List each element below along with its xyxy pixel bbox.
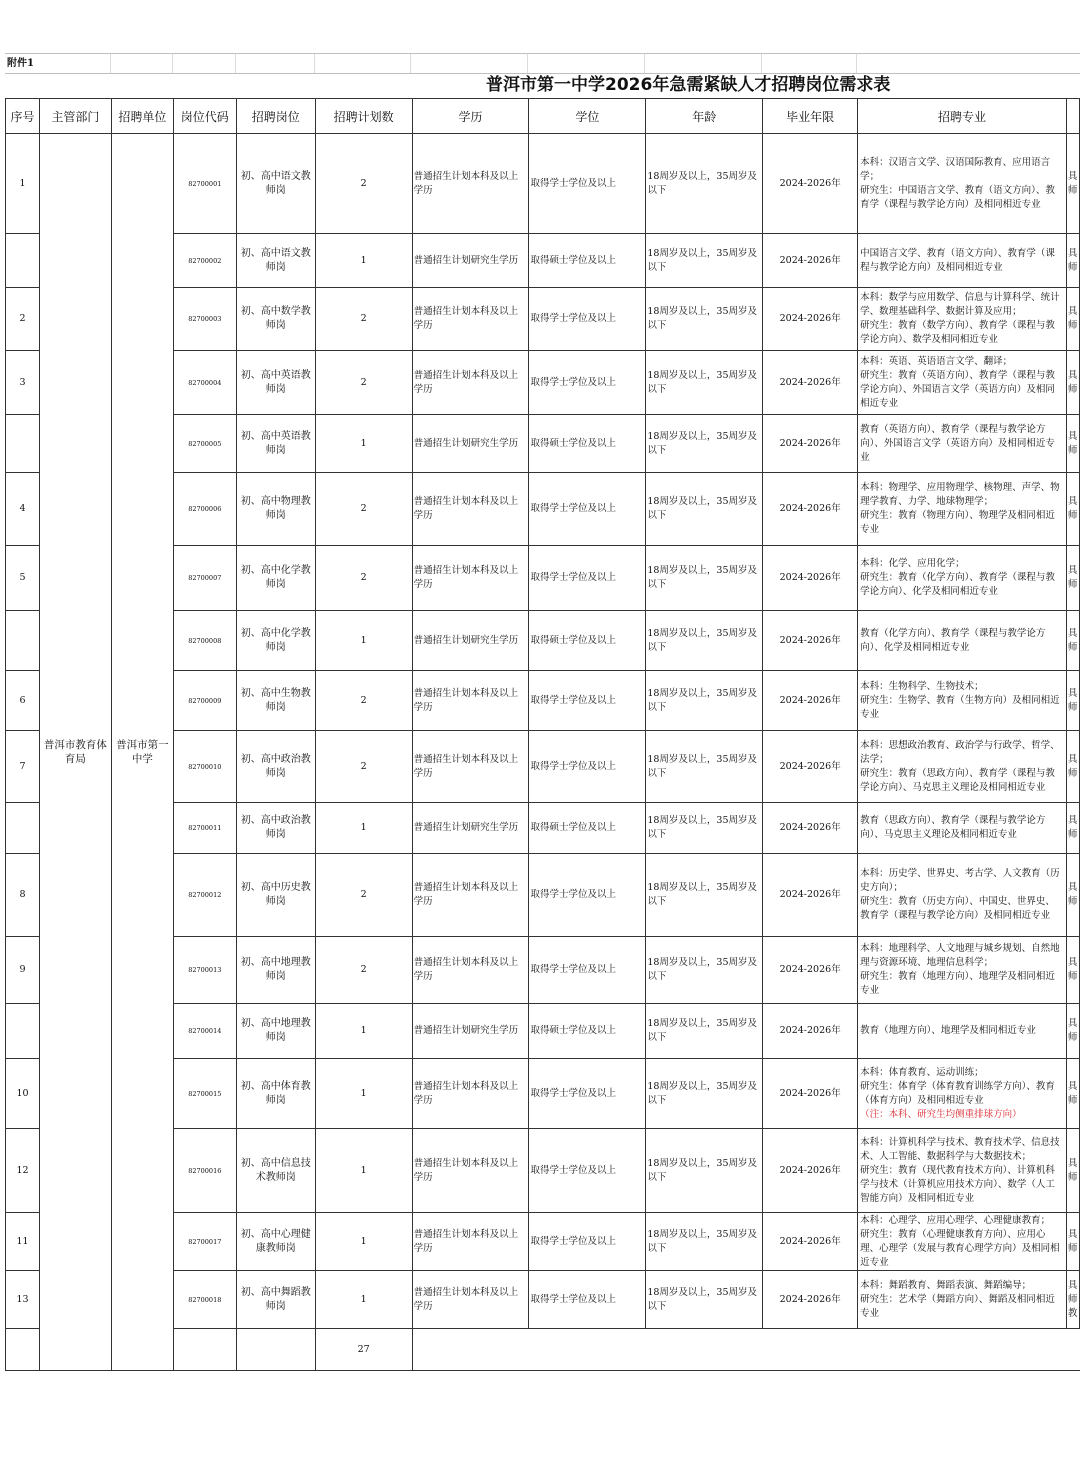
age-requirement-cell: 18周岁及以上，35周岁及以下	[646, 1129, 763, 1213]
plan-count-cell: 2	[315, 288, 412, 351]
truncated-cell-cell: 具 师	[1066, 1129, 1079, 1213]
age-requirement-cell: 18周岁及以上，35周岁及以下	[646, 473, 763, 546]
post-code-cell: 82700004	[173, 351, 236, 415]
age-requirement-cell: 18周岁及以上，35周岁及以下	[646, 731, 763, 803]
degree-cell: 取得学士学位及以上	[529, 1271, 646, 1329]
majors-cell: 本科：汉语言文学、汉语国际教育、应用语言学； 研究生：中国语言文学、教育（语文方向）、教育学（课程与教学论方向）及相同相近专业	[858, 134, 1067, 234]
row-number-cell	[6, 415, 40, 473]
graduation-years-cell: 2024-2026年	[763, 803, 858, 854]
row-number-cell: 5	[6, 546, 40, 611]
majors-cell: 本科：思想政治教育、政治学与行政学、哲学、法学； 研究生：教育（思政方向）、教育学（课程与教学论方向）、马克思主义理论及相同相近专业	[858, 731, 1067, 803]
post-code-cell: 82700010	[173, 731, 236, 803]
header-cell: 招聘岗位	[236, 99, 315, 134]
majors-cell: 教育（地理方向）、地理学及相同相近专业	[858, 1004, 1067, 1059]
plan-count-cell: 2	[315, 134, 412, 234]
age-requirement-cell: 18周岁及以上，35周岁及以下	[646, 1004, 763, 1059]
age-requirement-cell: 18周岁及以上，35周岁及以下	[646, 288, 763, 351]
truncated-cell-cell: 具 师	[1066, 611, 1079, 671]
post-name-cell: 初、高中历史教师岗	[236, 854, 315, 937]
truncated-cell-cell: 具 师 教	[1066, 1271, 1079, 1329]
degree-cell: 取得学士学位及以上	[529, 473, 646, 546]
graduation-years-cell: 2024-2026年	[763, 937, 858, 1004]
header-cell: 学历	[412, 99, 529, 134]
row-number-cell: 10	[6, 1059, 40, 1129]
row-number-cell: 4	[6, 473, 40, 546]
degree-cell: 取得硕士学位及以上	[529, 1004, 646, 1059]
post-name-cell: 初、高中生物教师岗	[236, 671, 315, 731]
age-requirement-cell: 18周岁及以上，35周岁及以下	[646, 134, 763, 234]
education-cell: 普通招生计划本科及以上学历	[412, 351, 529, 415]
plan-count-cell: 1	[315, 1059, 412, 1129]
majors-cell: 本科：计算机科学与技术、教育技术学、信息技术、人工智能、数据科学与大数据技术； 研究生：教育（现代教育技术方向）、计算机科学与技术（计算机应用技术方向）、数学（人工智能方向）及相同相近专业	[858, 1129, 1067, 1213]
post-name-cell: 初、高中心理健康教师岗	[236, 1213, 315, 1271]
post-code-cell: 82700005	[173, 415, 236, 473]
graduation-years-cell: 2024-2026年	[763, 671, 858, 731]
age-requirement-cell: 18周岁及以上，35周岁及以下	[646, 415, 763, 473]
post-name-cell: 初、高中舞蹈教师岗	[236, 1271, 315, 1329]
majors-cell: 本科：生物科学、生物技术； 研究生：生物学、教育（生物方向）及相同相近专业	[858, 671, 1067, 731]
plan-count-cell: 1	[315, 1271, 412, 1329]
row-number-cell: 9	[6, 937, 40, 1004]
education-cell: 普通招生计划本科及以上学历	[412, 1059, 529, 1129]
degree-cell: 取得学士学位及以上	[529, 731, 646, 803]
graduation-years-cell: 2024-2026年	[763, 288, 858, 351]
plan-count-cell: 2	[315, 473, 412, 546]
post-name-cell: 初、高中物理教师岗	[236, 473, 315, 546]
age-requirement-cell: 18周岁及以上，35周岁及以下	[646, 1213, 763, 1271]
post-name-cell: 初、高中地理教师岗	[236, 937, 315, 1004]
post-code-cell: 82700001	[173, 134, 236, 234]
post-code-cell: 82700002	[173, 234, 236, 288]
plan-count-cell: 2	[315, 546, 412, 611]
total-count-cell: 27	[315, 1329, 412, 1371]
majors-cell: 本科：数学与应用数学、信息与计算科学、统计学、数理基础科学、数据计算及应用； 研究生：教育（数学方向）、教育学（课程与教学论方向）、数学及相同相近专业	[858, 288, 1067, 351]
degree-cell: 取得学士学位及以上	[529, 1129, 646, 1213]
degree-cell: 取得学士学位及以上	[529, 288, 646, 351]
degree-cell: 取得学士学位及以上	[529, 854, 646, 937]
empty-cell	[236, 1329, 315, 1371]
post-name-cell: 初、高中化学教师岗	[236, 546, 315, 611]
truncated-cell-cell: 具 师	[1066, 1059, 1079, 1129]
education-cell: 普通招生计划本科及以上学历	[412, 731, 529, 803]
plan-count-cell: 1	[315, 1129, 412, 1213]
post-code-cell: 82700016	[173, 1129, 236, 1213]
degree-cell: 取得学士学位及以上	[529, 351, 646, 415]
plan-count-cell: 1	[315, 1004, 412, 1059]
graduation-years-cell: 2024-2026年	[763, 234, 858, 288]
post-name-cell: 初、高中政治教师岗	[236, 731, 315, 803]
truncated-cell-cell: 具 师	[1066, 1213, 1079, 1271]
degree-cell: 取得学士学位及以上	[529, 546, 646, 611]
plan-count-cell: 1	[315, 415, 412, 473]
post-code-cell: 82700013	[173, 937, 236, 1004]
row-number-cell: 3	[6, 351, 40, 415]
header-cell: 招聘专业	[858, 99, 1067, 134]
post-name-cell: 初、高中语文教师岗	[236, 234, 315, 288]
row-number-cell: 7	[6, 731, 40, 803]
post-name-cell: 初、高中地理教师岗	[236, 1004, 315, 1059]
majors-cell: 本科：舞蹈教育、舞蹈表演、舞蹈编导； 研究生：艺术学（舞蹈方向）、舞蹈及相同相近专业	[858, 1271, 1067, 1329]
page-title: 普洱市第一中学2026年急需紧缺人才招聘岗位需求表	[486, 75, 891, 95]
age-requirement-cell: 18周岁及以上，35周岁及以下	[646, 234, 763, 288]
post-name-cell: 初、高中化学教师岗	[236, 611, 315, 671]
truncated-cell-cell: 具 师	[1066, 473, 1079, 546]
graduation-years-cell: 2024-2026年	[763, 415, 858, 473]
education-cell: 普通招生计划本科及以上学历	[412, 1129, 529, 1213]
row-number-cell	[6, 234, 40, 288]
degree-cell: 取得硕士学位及以上	[529, 611, 646, 671]
majors-cell: 本科：化学、应用化学； 研究生：教育（化学方向）、教育学（课程与教学论方向）、化学及相同相近专业	[858, 546, 1067, 611]
post-code-cell: 82700014	[173, 1004, 236, 1059]
education-cell: 普通招生计划研究生学历	[412, 611, 529, 671]
truncated-cell-cell: 具 师	[1066, 415, 1079, 473]
annex-row	[5, 53, 1080, 74]
row-number-cell	[6, 611, 40, 671]
graduation-years-cell: 2024-2026年	[763, 351, 858, 415]
post-name-cell: 初、高中体育教师岗	[236, 1059, 315, 1129]
empty-cell	[412, 1329, 1079, 1371]
education-cell: 普通招生计划研究生学历	[412, 1004, 529, 1059]
truncated-cell-cell: 具 师	[1066, 854, 1079, 937]
header-cell: 序号	[6, 99, 40, 134]
truncated-cell-cell: 具 师	[1066, 1004, 1079, 1059]
education-cell: 普通招生计划本科及以上学历	[412, 134, 529, 234]
post-code-cell: 82700011	[173, 803, 236, 854]
header-cell: 招聘计划数	[315, 99, 412, 134]
majors-cell: 本科：历史学、世界史、考古学、人文教育（历史方向）； 研究生：教育（历史方向）、中国史、世界史、教育学（课程与教学论方向）及相同相近专业	[858, 854, 1067, 937]
education-cell: 普通招生计划本科及以上学历	[412, 1213, 529, 1271]
plan-count-cell: 2	[315, 731, 412, 803]
post-code-cell: 82700007	[173, 546, 236, 611]
majors-cell: 教育（化学方向）、教育学（课程与教学论方向）、化学及相同相近专业	[858, 611, 1067, 671]
education-cell: 普通招生计划研究生学历	[412, 803, 529, 854]
plan-count-cell: 1	[315, 1213, 412, 1271]
department-cell: 普洱市教育体育局	[39, 134, 111, 1371]
age-requirement-cell: 18周岁及以上，35周岁及以下	[646, 351, 763, 415]
majors-cell: 本科：体育教育、运动训练； 研究生：体育学（体育教育训练学方向）、教育（体育方向）及相同相近专业 （注：本科、研究生均侧重排球方向）	[858, 1059, 1067, 1129]
post-code-cell: 82700012	[173, 854, 236, 937]
truncated-cell-cell: 具 师	[1066, 671, 1079, 731]
row-number-cell: 8	[6, 854, 40, 937]
degree-cell: 取得硕士学位及以上	[529, 234, 646, 288]
plan-count-cell: 2	[315, 671, 412, 731]
table-body	[6, 134, 1080, 1371]
empty-cell	[6, 1329, 40, 1371]
row-number-cell	[6, 803, 40, 854]
degree-cell: 取得硕士学位及以上	[529, 803, 646, 854]
post-name-cell: 初、高中政治教师岗	[236, 803, 315, 854]
post-name-cell: 初、高中英语教师岗	[236, 351, 315, 415]
recruitment-table	[5, 98, 1080, 1371]
header-cell: 年龄	[646, 99, 763, 134]
truncated-cell-cell: 具 师	[1066, 937, 1079, 1004]
post-code-cell: 82700015	[173, 1059, 236, 1129]
plan-count-cell: 1	[315, 803, 412, 854]
education-cell: 普通招生计划本科及以上学历	[412, 671, 529, 731]
degree-cell: 取得学士学位及以上	[529, 134, 646, 234]
post-code-cell: 82700003	[173, 288, 236, 351]
truncated-cell-cell: 具 师	[1066, 803, 1079, 854]
graduation-years-cell: 2024-2026年	[763, 134, 858, 234]
row-number-cell: 12	[6, 1129, 40, 1213]
plan-count-cell: 2	[315, 854, 412, 937]
header-cell: 毕业年限	[763, 99, 858, 134]
row-number-cell	[6, 1004, 40, 1059]
row-number-cell: 13	[6, 1271, 40, 1329]
graduation-years-cell: 2024-2026年	[763, 731, 858, 803]
post-code-cell: 82700006	[173, 473, 236, 546]
majors-cell: 教育（思政方向）、教育学（课程与教学论方向）、马克思主义理论及相同相近专业	[858, 803, 1067, 854]
row-number-cell: 11	[6, 1213, 40, 1271]
age-requirement-cell: 18周岁及以上，35周岁及以下	[646, 1059, 763, 1129]
degree-cell: 取得学士学位及以上	[529, 937, 646, 1004]
post-code-cell: 82700008	[173, 611, 236, 671]
annex-label: 附件1	[7, 58, 34, 69]
graduation-years-cell: 2024-2026年	[763, 1129, 858, 1213]
education-cell: 普通招生计划研究生学历	[412, 415, 529, 473]
truncated-cell-cell: 具 师	[1066, 234, 1079, 288]
education-cell: 普通招生计划本科及以上学历	[412, 1271, 529, 1329]
age-requirement-cell: 18周岁及以上，35周岁及以下	[646, 937, 763, 1004]
graduation-years-cell: 2024-2026年	[763, 1059, 858, 1129]
education-cell: 普通招生计划本科及以上学历	[412, 854, 529, 937]
education-cell: 普通招生计划本科及以上学历	[412, 288, 529, 351]
header-cell: 学位	[529, 99, 646, 134]
education-cell: 普通招生计划研究生学历	[412, 234, 529, 288]
post-code-cell: 82700009	[173, 671, 236, 731]
header-cell: 岗位代码	[173, 99, 236, 134]
header-cell	[1066, 99, 1079, 134]
table-row	[6, 134, 1080, 234]
degree-cell: 取得硕士学位及以上	[529, 415, 646, 473]
age-requirement-cell: 18周岁及以上，35周岁及以下	[646, 611, 763, 671]
degree-cell: 取得学士学位及以上	[529, 1213, 646, 1271]
majors-cell: 本科：地理科学、人文地理与城乡规划、自然地理与资源环境、地理信息科学； 研究生：教育（地理方向）、地理学及相同相近专业	[858, 937, 1067, 1004]
degree-cell: 取得学士学位及以上	[529, 1059, 646, 1129]
truncated-cell-cell: 具 师	[1066, 288, 1079, 351]
row-number-cell: 6	[6, 671, 40, 731]
row-number-cell: 2	[6, 288, 40, 351]
header-row	[6, 99, 1080, 134]
graduation-years-cell: 2024-2026年	[763, 1213, 858, 1271]
age-requirement-cell: 18周岁及以上，35周岁及以下	[646, 1271, 763, 1329]
post-code-cell: 82700017	[173, 1213, 236, 1271]
age-requirement-cell: 18周岁及以上，35周岁及以下	[646, 854, 763, 937]
truncated-cell-cell: 具 师	[1066, 351, 1079, 415]
majors-cell: 中国语言文学、教育（语文方向）、教育学（课程与教学论方向）及相同相近专业	[858, 234, 1067, 288]
truncated-cell-cell: 具 师	[1066, 546, 1079, 611]
age-requirement-cell: 18周岁及以上，35周岁及以下	[646, 546, 763, 611]
education-cell: 普通招生计划本科及以上学历	[412, 546, 529, 611]
post-code-cell: 82700018	[173, 1271, 236, 1329]
majors-cell: 本科：英语、英语语言文学、翻译； 研究生：教育（英语方向）、教育学（课程与教学论方向）、外国语言文学（英语方向）及相同相近专业	[858, 351, 1067, 415]
post-name-cell: 初、高中信息技术教师岗	[236, 1129, 315, 1213]
plan-count-cell: 1	[315, 611, 412, 671]
plan-count-cell: 2	[315, 937, 412, 1004]
age-requirement-cell: 18周岁及以上，35周岁及以下	[646, 803, 763, 854]
plan-count-cell: 2	[315, 351, 412, 415]
graduation-years-cell: 2024-2026年	[763, 854, 858, 937]
header-cell: 主管部门	[39, 99, 111, 134]
majors-cell: 本科：心理学、应用心理学、心理健康教育； 研究生：教育（心理健康教育方向）、应用心理、心理学（发展与教育心理学方向）及相同相近专业	[858, 1213, 1067, 1271]
age-requirement-cell: 18周岁及以上，35周岁及以下	[646, 671, 763, 731]
graduation-years-cell: 2024-2026年	[763, 1004, 858, 1059]
post-name-cell: 初、高中语文教师岗	[236, 134, 315, 234]
truncated-cell-cell: 具 师	[1066, 134, 1079, 234]
graduation-years-cell: 2024-2026年	[763, 546, 858, 611]
major-note: （注：本科、研究生均侧重排球方向）	[860, 1108, 1022, 1120]
sheet-title-cell	[410, 72, 1080, 99]
majors-cell: 本科：物理学、应用物理学、核物理、声学、物理学教育、力学、地球物理学； 研究生：教育（物理方向）、物理学及相同相近专业	[858, 473, 1067, 546]
majors-cell: 教育（英语方向）、教育学（课程与教学论方向）、外国语言文学（英语方向）及相同相近专业	[858, 415, 1067, 473]
empty-cell	[173, 1329, 236, 1371]
truncated-cell-cell: 具 师	[1066, 731, 1079, 803]
plan-count-cell: 1	[315, 234, 412, 288]
graduation-years-cell: 2024-2026年	[763, 611, 858, 671]
education-cell: 普通招生计划本科及以上学历	[412, 473, 529, 546]
post-name-cell: 初、高中数学教师岗	[236, 288, 315, 351]
header-cell: 招聘单位	[111, 99, 173, 134]
unit-cell: 普洱市第一中学	[111, 134, 173, 1371]
row-number-cell: 1	[6, 134, 40, 234]
graduation-years-cell: 2024-2026年	[763, 473, 858, 546]
education-cell: 普通招生计划本科及以上学历	[412, 937, 529, 1004]
graduation-years-cell: 2024-2026年	[763, 1271, 858, 1329]
degree-cell: 取得学士学位及以上	[529, 671, 646, 731]
post-name-cell: 初、高中英语教师岗	[236, 415, 315, 473]
